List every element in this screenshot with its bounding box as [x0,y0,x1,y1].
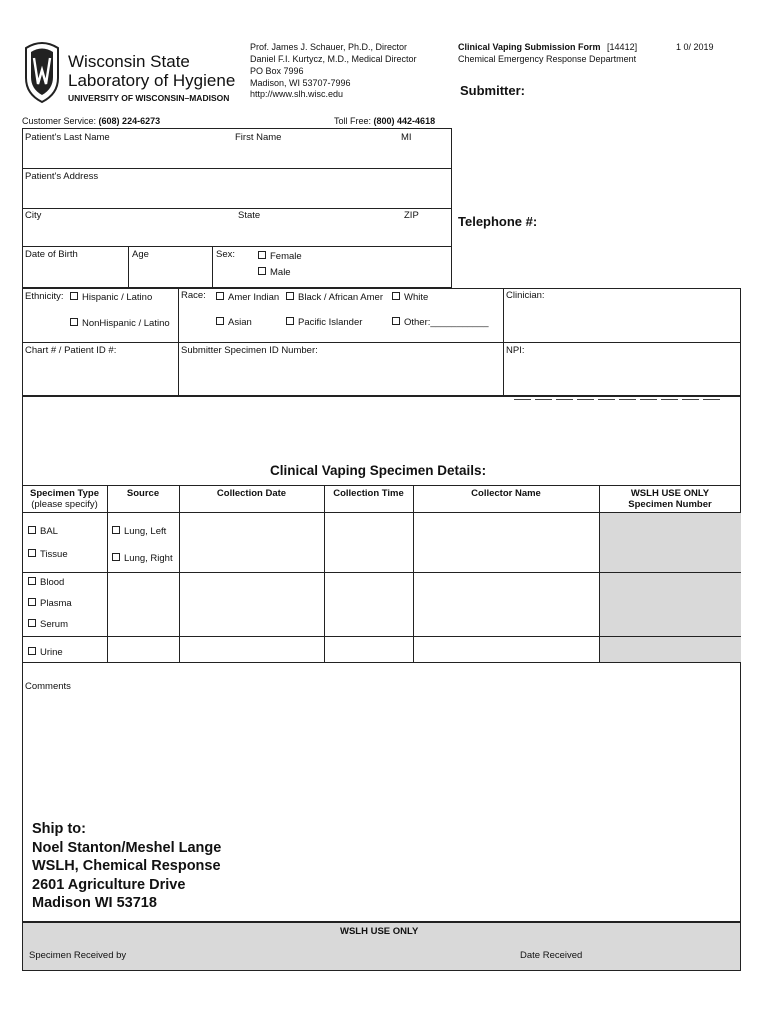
form-title-block [458,42,637,53]
state-field[interactable]: State [238,210,261,221]
date-received-field[interactable]: Date Received [520,950,583,961]
checkbox-icon[interactable] [216,292,224,300]
ship-to-recipient: Noel Stanton/Meshel Lange [32,839,222,856]
checkbox-icon[interactable] [28,619,36,627]
checkbox-icon[interactable] [70,318,78,326]
ship-to-street: 2601 Agriculture Drive [32,876,186,893]
zip-field[interactable]: ZIP [404,210,419,221]
last-name-field[interactable]: Patient's Last Name [25,132,110,143]
npi-label: NPI: [506,345,525,356]
other-race-option[interactable]: Other:___________ [392,317,489,329]
wslh-logo [22,38,62,104]
toll-free-label: Toll Free: [334,116,372,126]
dob-field[interactable]: Date of Birth [25,249,78,260]
city-zip: Madison, WI 53707-7996 [250,78,351,88]
department: Chemical Emergency Response Department [458,54,637,64]
clinician-field[interactable]: Clinician: [506,290,545,301]
ethnicity-label: Ethnicity: [25,291,64,302]
website-link[interactable]: http://www.slh.wisc.edu [250,89,344,99]
type-plasma-option[interactable]: Plasma [28,598,72,610]
checkbox-icon[interactable] [392,317,400,325]
ship-to-heading: Ship to: [32,821,86,837]
telephone-label: Telephone #: [458,214,538,229]
po-box: PO Box 7996 [250,66,304,76]
source-lung-right-option[interactable]: Lung, Right [112,553,173,565]
chart-patient-id-field[interactable]: Chart # / Patient ID #: [25,345,117,356]
col-collection-date: Collection Date [216,488,287,499]
form-title: Clinical Vaping Submission Form [458,42,601,52]
amer-indian-option[interactable]: Amer Indian [216,292,279,304]
col-source: Source [126,488,160,499]
checkbox-icon[interactable] [112,553,120,561]
customer-service-label: Customer Service: [22,116,97,126]
checkbox-icon[interactable] [70,292,78,300]
ship-to-block [32,820,221,913]
submitter-label: Submitter: [460,83,525,98]
medical-director-line: Daniel F.I. Kurtycz, M.D., Medical Director [250,54,417,64]
col-wslh-specimen-number: WSLH USE ONLY Specimen Number [628,488,712,510]
checkbox-icon[interactable] [258,267,266,275]
type-blood-option[interactable]: Blood [28,577,64,589]
specimen-details-title: Clinical Vaping Specimen Details: [270,463,487,478]
checkbox-icon[interactable] [392,292,400,300]
asian-option[interactable]: Asian [216,317,252,329]
checkbox-icon[interactable] [286,317,294,325]
age-field[interactable]: Age [132,249,149,260]
nonhispanic-option[interactable]: NonHispanic / Latino [70,318,170,330]
checkbox-icon[interactable] [28,598,36,606]
footer-wslh-use-only: WSLH USE ONLY [340,926,419,937]
form-number: [14412] [607,42,638,52]
mi-field[interactable]: MI [401,132,412,143]
white-option[interactable]: White [392,292,428,304]
type-tissue-option[interactable]: Tissue [28,549,68,561]
ship-to-city: Madison WI 53718 [32,895,157,911]
type-bal-option[interactable]: BAL [28,526,58,538]
checkbox-icon[interactable] [28,647,36,655]
director-line: Prof. James J. Schauer, Ph.D., Director [250,42,408,52]
address-field[interactable]: Patient's Address [25,171,99,182]
customer-service-phone: (608) 224-6273 [98,116,161,126]
city-field[interactable]: City [25,210,42,221]
first-name-field[interactable]: First Name [235,132,282,143]
black-option[interactable]: Black / African Amer [286,292,383,304]
checkbox-icon[interactable] [258,251,266,259]
ship-to-department: WSLH, Chemical Response [32,858,221,874]
sex-female-option[interactable]: Female [258,251,302,263]
checkbox-icon[interactable] [216,317,224,325]
toll-free-phone: (800) 442-4618 [373,116,436,126]
col-collector-name: Collector Name [471,488,541,499]
org-name-line1: Wisconsin State [68,52,190,71]
source-lung-left-option[interactable]: Lung, Left [112,526,166,538]
comments-field[interactable]: Comments [25,681,71,692]
pacific-option[interactable]: Pacific Islander [286,317,362,329]
org-name-line3: UNIVERSITY OF WISCONSIN–MADISON [68,93,230,103]
form-date: 1 0/ 2019 [676,42,714,52]
hispanic-option[interactable]: Hispanic / Latino [70,292,152,304]
type-urine-option[interactable]: Urine [28,647,63,659]
toll-free [334,116,435,127]
race-label: Race: [181,290,206,301]
specimen-received-by-field[interactable]: Specimen Received by [29,950,127,961]
org-name-line2: Laboratory of Hygiene [68,71,236,90]
col-collection-time: Collection Time [333,488,404,499]
crest-icon [22,38,62,104]
checkbox-icon[interactable] [28,577,36,585]
checkbox-icon[interactable] [28,526,36,534]
col-specimen-type: Specimen Type (please specify) [30,488,99,510]
sex-label: Sex: [216,249,236,260]
checkbox-icon[interactable] [112,526,120,534]
checkbox-icon[interactable] [286,292,294,300]
checkbox-icon[interactable] [28,549,36,557]
submitter-specimen-id-field[interactable]: Submitter Specimen ID Number: [181,345,318,356]
sex-male-option[interactable]: Male [258,267,291,279]
type-serum-option[interactable]: Serum [28,619,68,631]
customer-service [22,116,160,127]
